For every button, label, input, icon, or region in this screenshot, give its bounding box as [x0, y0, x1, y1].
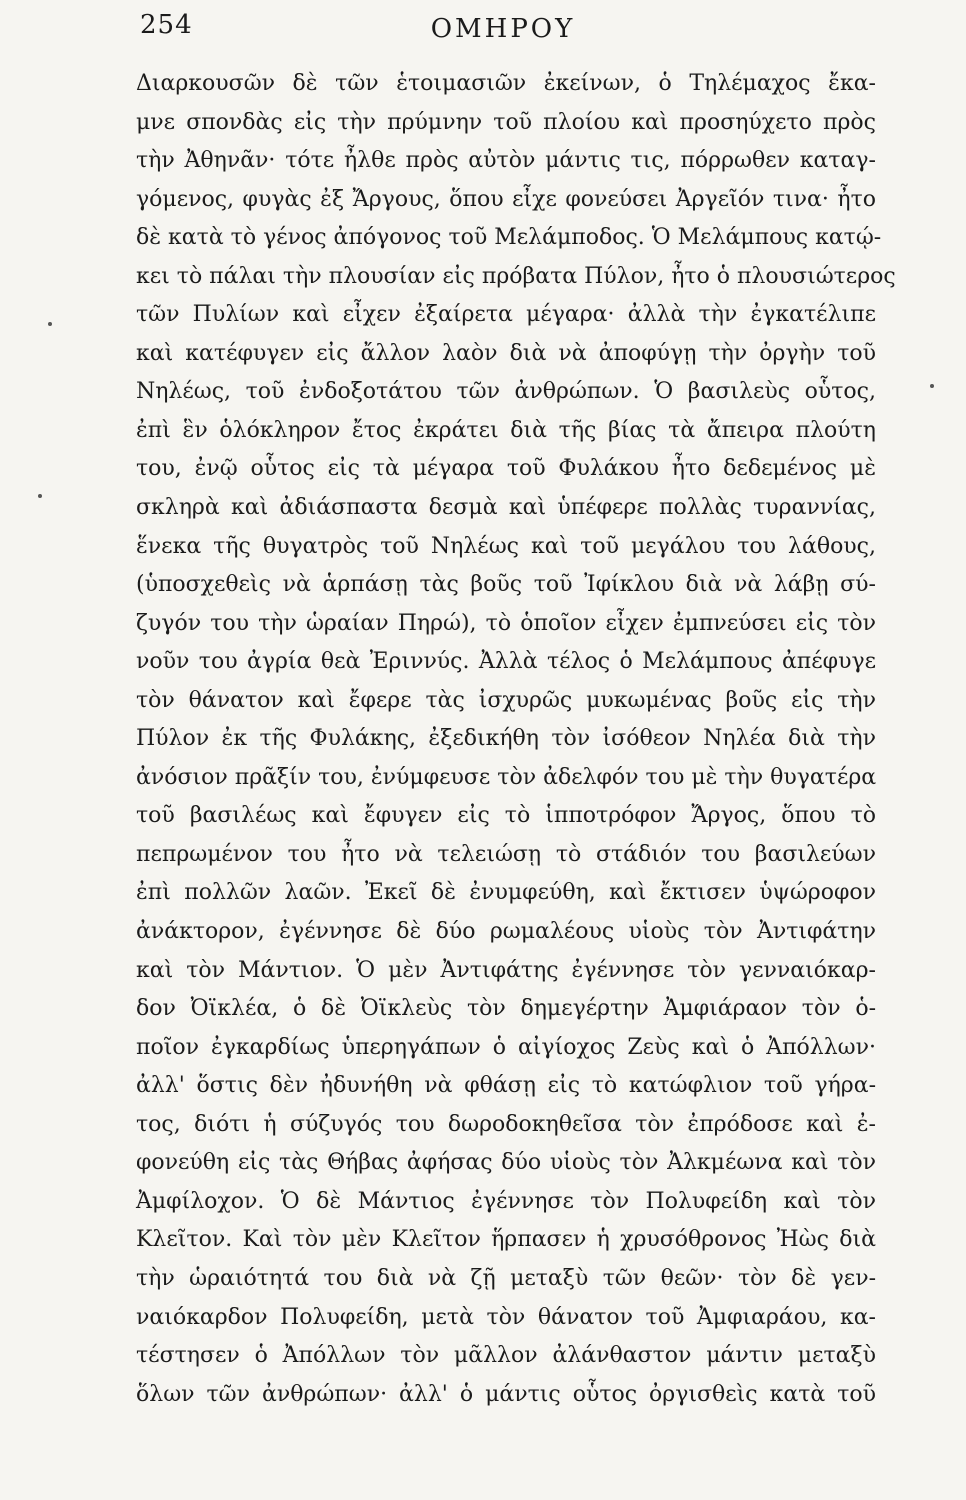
- text-line: σκληρὰ καὶ ἀδιάσπαστα δεσμὰ καὶ ὑπέφερε πολλὰς τυραννίας,: [136, 495, 876, 521]
- text-line: ἀνόσιον πρᾶξίν του, ἐνύμφευσε τὸν ἀδελφόν του μὲ τὴν θυγατέρα: [136, 764, 877, 790]
- text-line: τὴν Ἀθηνᾶν· τότε ἦλθε πρὸς αὐτὸν μάντις τις, πόρρωθεν καταγ-: [136, 148, 876, 174]
- text-line: ἀλλ' ὅστις δὲν ἠδυνήθη νὰ φθάσῃ εἰς τὸ κατώφλιον τοῦ γήρα-: [136, 1073, 876, 1099]
- text-line: ἀνάκτορον, ἐγέννησε δὲ δύο ρωμαλέους υἱοὺς τὸν Ἀντιφάτην: [136, 919, 876, 945]
- text-line: Κλεῖτον. Καὶ τὸν μὲν Κλεῖτον ἥρπασεν ἡ χρυσόθρονος Ἠὼς διὰ: [136, 1227, 876, 1253]
- text-line: κει τὸ πάλαι τὴν πλουσίαν εἰς πρόβατα Πύλον, ἦτο ὁ πλουσιώτερος: [136, 263, 896, 289]
- body-text: [136, 65, 896, 1414]
- print-speck: [48, 322, 52, 326]
- text-line: ἐπὶ πολλῶν λαῶν. Ἐκεῖ δὲ ἐνυμφεύθη, καὶ ἔκτισεν ὑψώροφον: [136, 880, 876, 906]
- text-line: ναιόκαρδον Πολυφείδη, μετὰ τὸν θάνατον τοῦ Ἀμφιαράου, κα-: [136, 1304, 876, 1330]
- text-line: Διαρκουσῶν δὲ τῶν ἑτοιμασιῶν ἐκείνων, ὁ Τηλέμαχος ἔκα-: [136, 71, 876, 96]
- text-line: ζυγόν του τὴν ὡραίαν Πηρώ), τὸ ὁποῖον εἶχεν ἐμπνεύσει εἰς τὸν: [136, 610, 876, 636]
- text-line: Νηλέως, τοῦ ἐνδοξοτάτου τῶν ἀνθρώπων. Ὁ βασιλεὺς οὗτος,: [136, 379, 876, 405]
- text-line: του, ἐνῷ οὗτος εἰς τὰ μέγαρα τοῦ Φυλάκου ἦτο δεδεμένος μὲ: [136, 456, 876, 482]
- text-line: τέστησεν ὁ Ἀπόλλων τὸν μᾶλλον ἀλάνθαστον μάντιν μεταξὺ: [136, 1343, 876, 1369]
- text-line: νοῦν του ἀγρία θεὰ Ἐριννύς. Ἀλλὰ τέλος ὁ Μελάμπους ἀπέφυγε: [136, 649, 876, 675]
- text-line: τὴν ὡραιότητά του διὰ νὰ ζῇ μεταξὺ τῶν θεῶν· τὸν δὲ γεν-: [136, 1265, 876, 1291]
- text-line: φονεύθη εἰς τὰς Θήβας ἀφήσας δύο υἱοὺς τὸν Ἀλκμέωνα καὶ τὸν: [136, 1150, 876, 1176]
- text-line: δὲ κατὰ τὸ γένος ἀπόγονος τοῦ Μελάμποδος. Ὁ Μελάμπους κατῴ-: [136, 225, 882, 251]
- page-number: 254: [140, 10, 193, 40]
- text-line: τος, διότι ἡ σύζυγός του δωροδοκηθεῖσα τὸν ἐπρόδοσε καὶ ἐ-: [136, 1111, 876, 1137]
- text-line: Ἀμφίλοχον. Ὁ δὲ Μάντιος ἐγέννησε τὸν Πολυφείδη καὶ τὸν: [136, 1188, 876, 1214]
- text-line: τῶν Πυλίων καὶ εἶχεν ἐξαίρετα μέγαρα· ἀλλὰ τὴν ἐγκατέλιπε: [136, 302, 876, 328]
- text-line: καὶ κατέφυγεν εἰς ἄλλον λαὸν διὰ νὰ ἀποφύγῃ τὴν ὀργὴν τοῦ: [136, 340, 876, 366]
- text-line: δον Ὀϊκλέα, ὁ δὲ Ὀϊκλεὺς τὸν δημεγέρτην Ἀμφιάραον τὸν ὁ-: [136, 996, 876, 1022]
- text-line: Πύλον ἐκ τῆς Φυλάκης, ἐξεδικήθη τὸν ἰσόθεον Νηλέα διὰ τὴν: [136, 726, 876, 752]
- text-line: ὅλων τῶν ἀνθρώπων· ἀλλ' ὁ μάντις οὗτος ὀργισθεὶς κατὰ τοῦ: [136, 1381, 876, 1407]
- text-line: τοῦ βασιλέως καὶ ἔφυγεν εἰς τὸ ἱπποτρόφον Ἄργος, ὅπου τὸ: [136, 803, 876, 829]
- print-speck: [930, 384, 934, 388]
- text-line: καὶ τὸν Μάντιον. Ὁ μὲν Ἀντιφάτης ἐγέννησε τὸν γενναιόκαρ-: [136, 957, 876, 983]
- text-line: ἐπὶ ἓν ὁλόκληρον ἔτος ἐκράτει διὰ τῆς βίας τὰ ἄπειρα πλούτη: [136, 417, 876, 443]
- text-line: τὸν θάνατον καὶ ἔφερε τὰς ἰσχυρῶς μυκωμένας βοῦς εἰς τὴν: [136, 687, 876, 713]
- print-speck: [38, 494, 42, 498]
- text-line: (ὑποσχεθεὶς νὰ ἁρπάσῃ τὰς βοῦς τοῦ Ἰφίκλου διὰ νὰ λάβῃ σύ-: [136, 572, 876, 598]
- text-line: ἕνεκα τῆς θυγατρὸς τοῦ Νηλέως καὶ τοῦ μεγάλου του λάθους,: [136, 533, 876, 559]
- text-line: γόμενος, φυγὰς ἐξ Ἄργους, ὅπου εἶχε φονεύσει Ἀργεῖόν τινα· ἦτο: [136, 186, 876, 212]
- text-line: πεπρωμένον του ἦτο νὰ τελειώσῃ τὸ στάδιόν του βασιλεύων: [136, 841, 876, 867]
- text-line: μνε σπονδὰς εἰς τὴν πρύμνην τοῦ πλοίου καὶ προσηύχετο πρὸς: [136, 109, 876, 135]
- running-head: ΟΜΗΡΟΥ: [430, 14, 576, 44]
- text-line: ποῖον ἐγκαρδίως ὑπερηγάπων ὁ αἰγίοχος Ζεὺς καὶ ὁ Ἀπόλλων·: [136, 1034, 876, 1060]
